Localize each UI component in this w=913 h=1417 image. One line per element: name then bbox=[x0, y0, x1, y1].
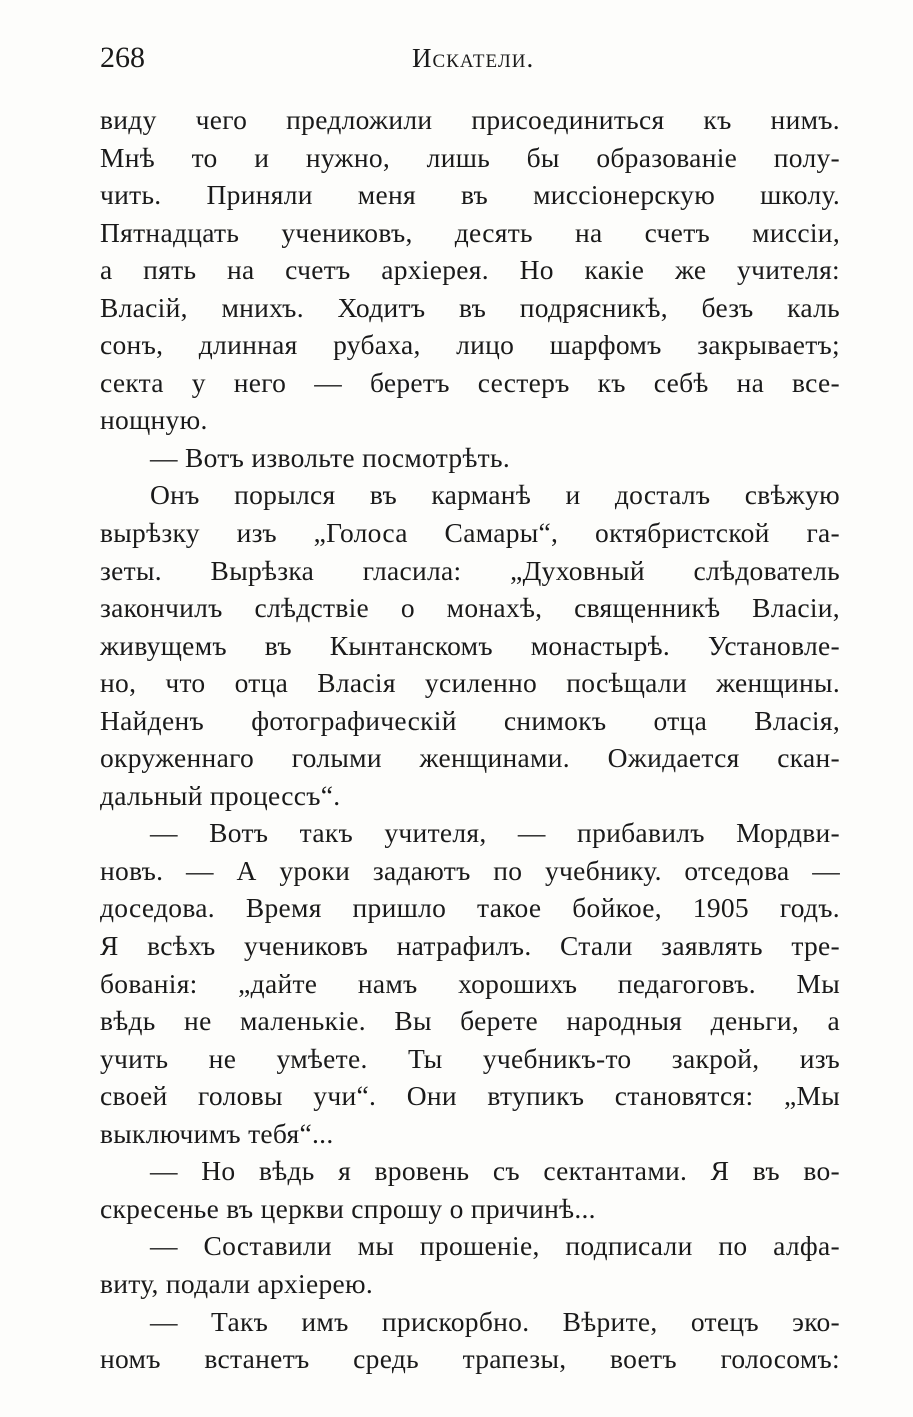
text-line: номъ встанетъ средь трапезы, воетъ голосомъ: bbox=[100, 1343, 840, 1375]
text-line: Пятнадцать учениковъ, десять на счетъ миссіи, bbox=[100, 216, 840, 248]
text-line: а пять на счетъ архіерея. Но какіе же учителя: bbox=[100, 254, 840, 286]
text-line: — Вотъ такъ учителя, — прибавилъ Мордви- bbox=[150, 817, 840, 849]
page-number: 268 bbox=[100, 41, 145, 74]
page-header bbox=[100, 38, 840, 78]
text-line: — Такъ имъ прискорбно. Вѣрите, отецъ эко- bbox=[150, 1305, 840, 1337]
running-title: Искатели. bbox=[412, 43, 535, 73]
text-line: бованія: „дайте намъ хорошихъ педагоговъ. Мы bbox=[100, 967, 840, 999]
text-line: нощную. bbox=[100, 404, 208, 436]
text-line: Найденъ фотографическій снимокъ отца Власія, bbox=[100, 704, 840, 736]
text-line: виту, подали архіерею. bbox=[100, 1267, 374, 1299]
text-line: скресенье въ церкви спрошу о причинѣ... bbox=[100, 1192, 596, 1224]
text-line: живущемъ въ Кынтанскомъ монастырѣ. Установле- bbox=[100, 629, 840, 661]
text-line: вырѣзку изъ „Голоса Самары“, октябристской га- bbox=[100, 517, 840, 549]
text-line: сонъ, длинная рубаха, лицо шарфомъ закрываетъ; bbox=[100, 329, 840, 361]
text-line: секта у него — беретъ сестеръ къ себѣ на все- bbox=[100, 366, 840, 398]
text-line: окруженнаго голыми женщинами. Ожидается скан- bbox=[100, 742, 840, 774]
text-line: Мнѣ то и нужно, лишь бы образованіе полу- bbox=[100, 141, 840, 173]
page-body-text bbox=[100, 101, 840, 1378]
text-line: выключимъ тебя“... bbox=[100, 1117, 334, 1149]
text-line: зеты. Вырѣзка гласила: „Духовный слѣдователь bbox=[100, 554, 840, 586]
text-line: новъ. — А уроки задаютъ по учебнику. отседова — bbox=[100, 854, 840, 886]
text-line: учить не умѣете. Ты учебникъ-то закрой, изъ bbox=[100, 1042, 840, 1074]
text-line: — Вотъ извольте посмотрѣть. bbox=[150, 441, 511, 473]
text-line: Я всѣхъ учениковъ натрафилъ. Стали заявлять тре- bbox=[100, 930, 840, 962]
text-line: — Составили мы прошеніе, подписали по алфа- bbox=[150, 1230, 840, 1262]
text-line: вѣдь не маленькіе. Вы берете народныя деньги, а bbox=[100, 1005, 840, 1037]
text-line: Власій, мнихъ. Ходитъ въ подрясникѣ, безъ каль bbox=[100, 291, 840, 323]
text-line: виду чего предложили присоединиться къ нимъ. bbox=[100, 104, 840, 135]
text-line: — Но вѣдь я вровень съ сектантами. Я въ во- bbox=[150, 1155, 840, 1187]
text-line: закончилъ слѣдствіе о монахѣ, священникѣ Власіи, bbox=[100, 592, 840, 624]
text-line: чить. Приняли меня въ миссіонерскую школу. bbox=[100, 179, 840, 211]
text-line: своей головы учи“. Они втупикъ становятся: „Мы bbox=[100, 1080, 840, 1112]
text-line: Онъ порылся въ карманѣ и досталъ свѣжую bbox=[150, 479, 840, 511]
text-line: доседова. Время пришло такое бойкое, 1905 годъ. bbox=[100, 892, 840, 924]
text-line: но, что отца Власія усиленно посѣщали женщины. bbox=[100, 667, 840, 699]
text-line: дальный процессъ“. bbox=[100, 779, 341, 811]
